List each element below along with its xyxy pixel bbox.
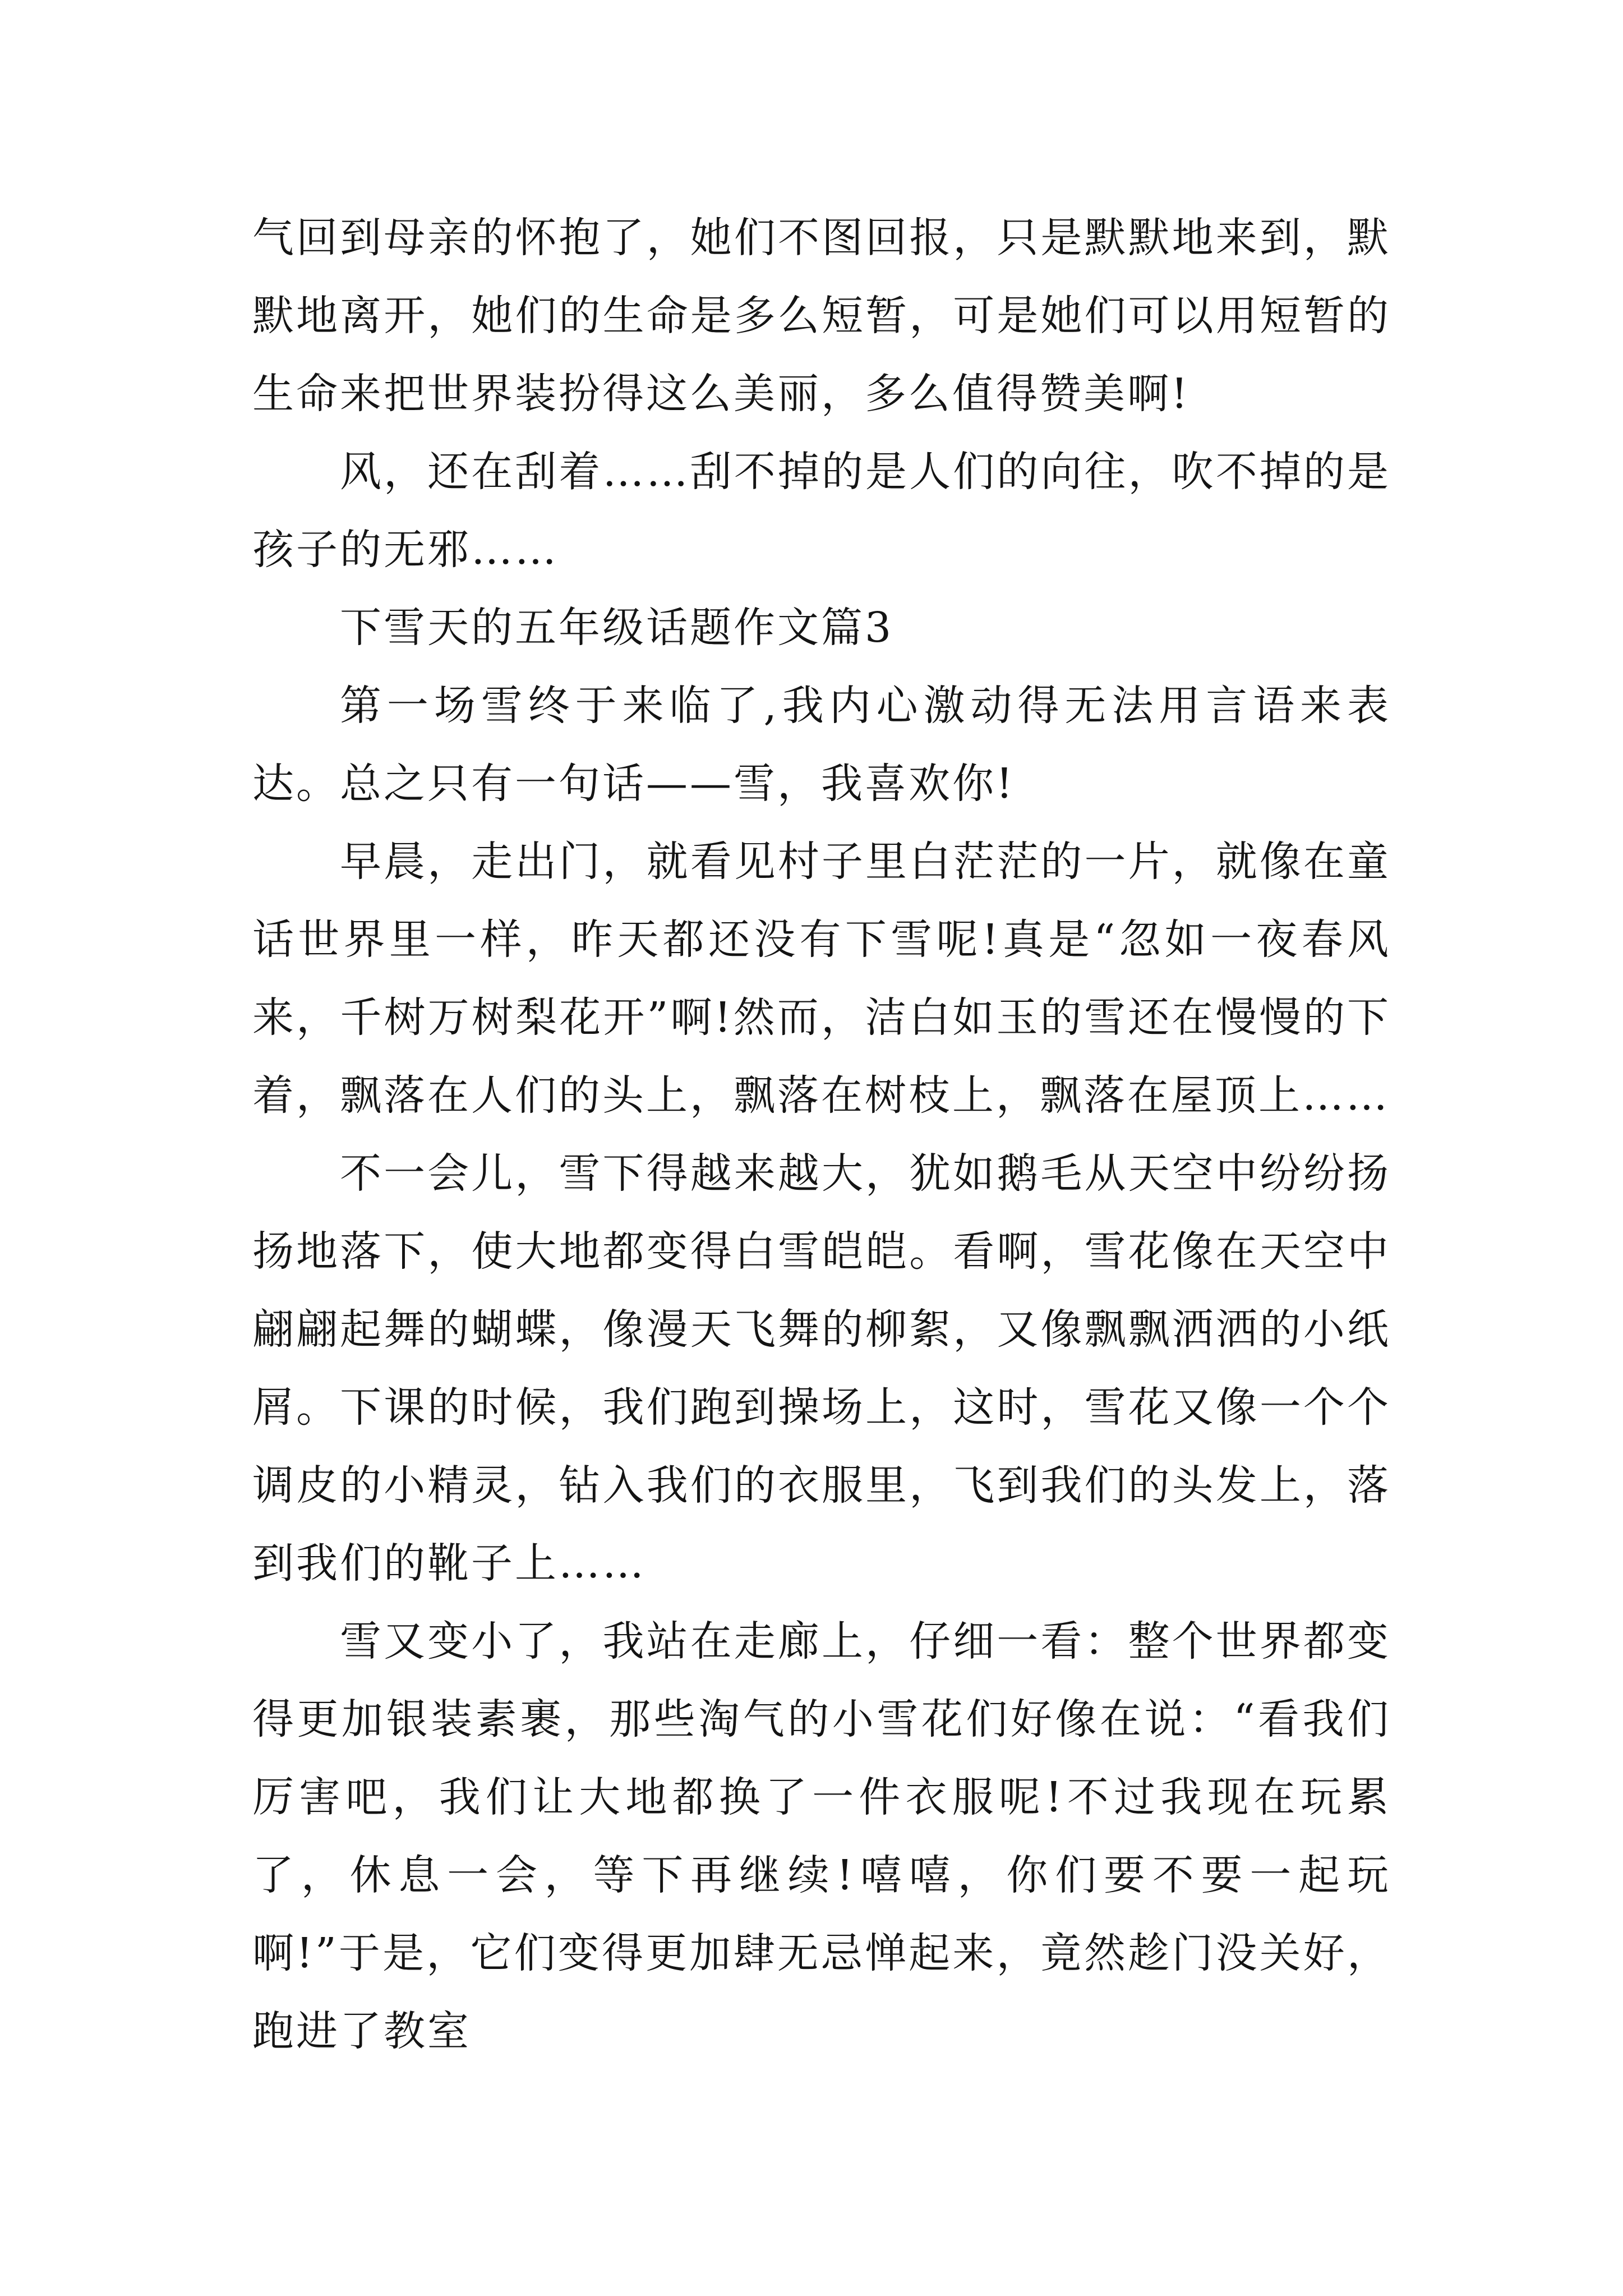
paragraph-2: 风，还在刮着……刮不掉的是人们的向往，吹不掉的是孩子的无邪…… [252, 448, 1391, 574]
paragraph-5: 早晨，走出门，就看见村子里白茫茫的一片，就像在童话世界里一样，昨天都还没有下雪呢!真是“忽如一夜春风来，千树万树梨花开”啊!然而，洁白如玉的雪还在慢慢的下着，飘落在人们的头上，飘落在树枝上，飘落在屋顶上…… [252, 838, 1391, 1120]
paragraph-4: 第一场雪终于来临了,我内心激动得无法用言语来表达。总之只有一句话——雪，我喜欢你! [252, 682, 1391, 808]
paragraph-7: 雪又变小了，我站在走廊上，仔细一看：整个世界都变得更加银装素裹，那些淘气的小雪花们好像在说：“看我们厉害吧，我们让大地都换了一件衣服呢!不过我现在玩累了，休息一会，等下再继续!嘻嘻，你们要不要一起玩啊!”于是，它们变得更加肆无忌惮起来，竟然趁门没关好，跑进了教室 [252, 1617, 1391, 2055]
paragraph-6: 不一会儿，雪下得越来越大，犹如鹅毛从天空中纷纷扬扬地落下，使大地都变得白雪皑皑。看啊，雪花像在天空中翩翩起舞的蝴蝶，像漫天飞舞的柳絮，又像飘飘洒洒的小纸屑。下课的时候，我们跑到操场上，这时，雪花又像一个个调皮的小精灵，钻入我们的衣服里，飞到我们的头发上，落到我们的靴子上…… [252, 1149, 1391, 1588]
section-heading: 下雪天的五年级话题作文篇3 [340, 604, 894, 652]
essay-body [252, 199, 1391, 2070]
paragraph-1: 气回到母亲的怀抱了，她们不图回报，只是默默地来到，默默地离开，她们的生命是多么短暂，可是她们可以用短暂的生命来把世界装扮得这么美丽，多么值得赞美啊! [252, 214, 1391, 418]
